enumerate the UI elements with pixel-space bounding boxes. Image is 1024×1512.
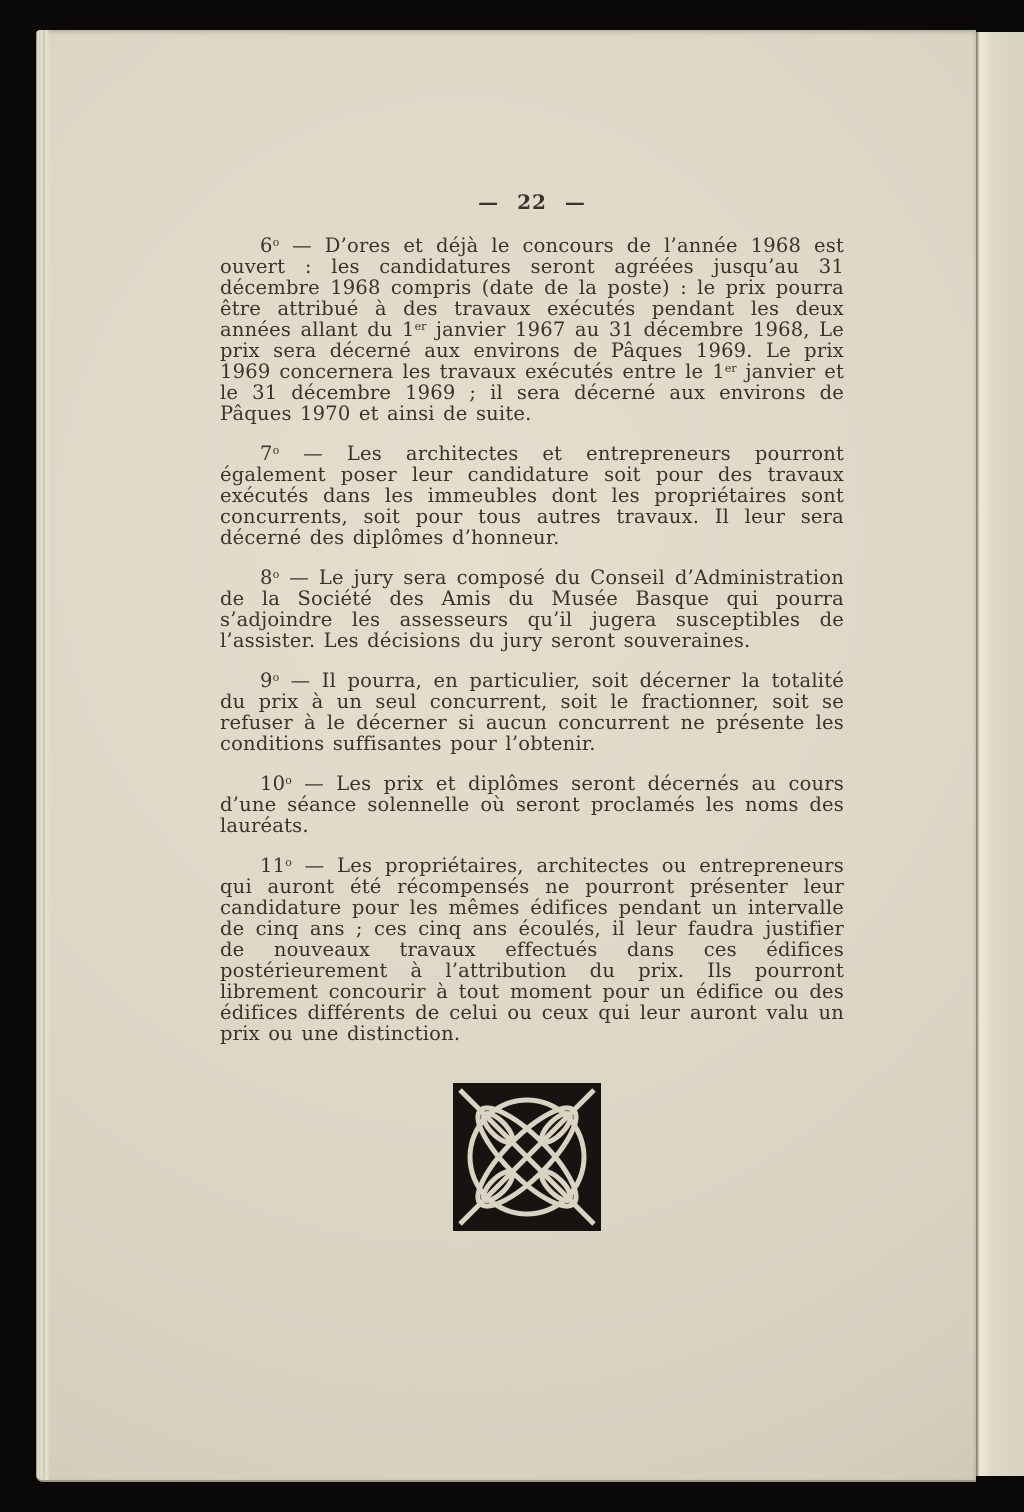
paragraph-number: 10$^o$ [260, 772, 292, 795]
paragraph-8: 8$^o$ — Le jury sera composé du Conseil d’Administration de la Société des Amis du Musée Basque qui pourra s’adjoindre les assesseurs qu’il jugera susceptibles de l’assister. Les décisions du jury seront souveraines. [220, 566, 844, 652]
paragraph-number: 11$^o$ [260, 854, 292, 877]
paragraph-11: 11$^o$ — Les propriétaires, architectes ou entrepreneurs qui auront été récompensés ne pourront présenter leur candidature pour les mêmes édifices pendant un intervalle de cinq ans ; ces cinq ans écoulés, il leur faudra justifier de nouveaux travaux effectués dans ces édifices postérieurement à l’attribution du prix. Ils pourront librement concourir à tout moment pour un édifice ou des édifices différents de celui ou ceux qui leur auront valu un prix ou une distinction. [220, 854, 845, 1045]
paragraph-7: 7$^o$ — Les architectes et entrepreneurs pourront également poser leur candidature soit pour des travaux exécutés dans les immeubles dont les propriétaires sont concurrents, soit pour tous autres travaux. Il leur sera décerné des diplômes d’honneur. [220, 442, 844, 549]
book-page [36, 30, 976, 1482]
text-block [220, 235, 844, 1044]
basque-rosette-ornament [453, 1083, 601, 1231]
page-stack-edge [36, 30, 50, 1480]
paragraph-10: 10$^o$ — Les prix et diplômes seront décernés au cours d’une séance solennelle où seront proclamés les noms des lauréats. [220, 772, 844, 837]
paragraph-number: 8$^o$ [260, 566, 280, 589]
paragraph-number: 9$^o$ [260, 669, 280, 692]
paragraph-9: 9$^o$ — Il pourra, en particulier, soit décerner la totalité du prix à un seul concurrent, soit le fractionner, soit se refuser à le décerner si aucun concurrent ne présente les conditions suffisantes pour l’obtenir. [220, 669, 844, 755]
adjacent-page-edge [976, 32, 1024, 1476]
page-number: — 22 — [478, 190, 586, 214]
paragraph-number: 7$^o$ [260, 442, 280, 465]
paragraph-6: 6$^o$ — D’ores et déjà le concours de l’année 1968 est ouvert : les candidatures seront agréées jusqu’au 31 décembre 1968 compris (date de la poste) : le prix pourra être attribué à des travaux exécutés pendant les deux années allant du 1er janvier 1967 au 31 décembre 1968, Le prix sera décerné aux environs de Pâques 1969. Le prix 1969 concernera les travaux exécutés entre le 1er janvier et le 31 décembre 1969 ; il sera décerné aux environs de Pâques 1970 et ainsi de suite. [220, 234, 845, 425]
paragraph-number: 6$^o$ [260, 234, 280, 257]
